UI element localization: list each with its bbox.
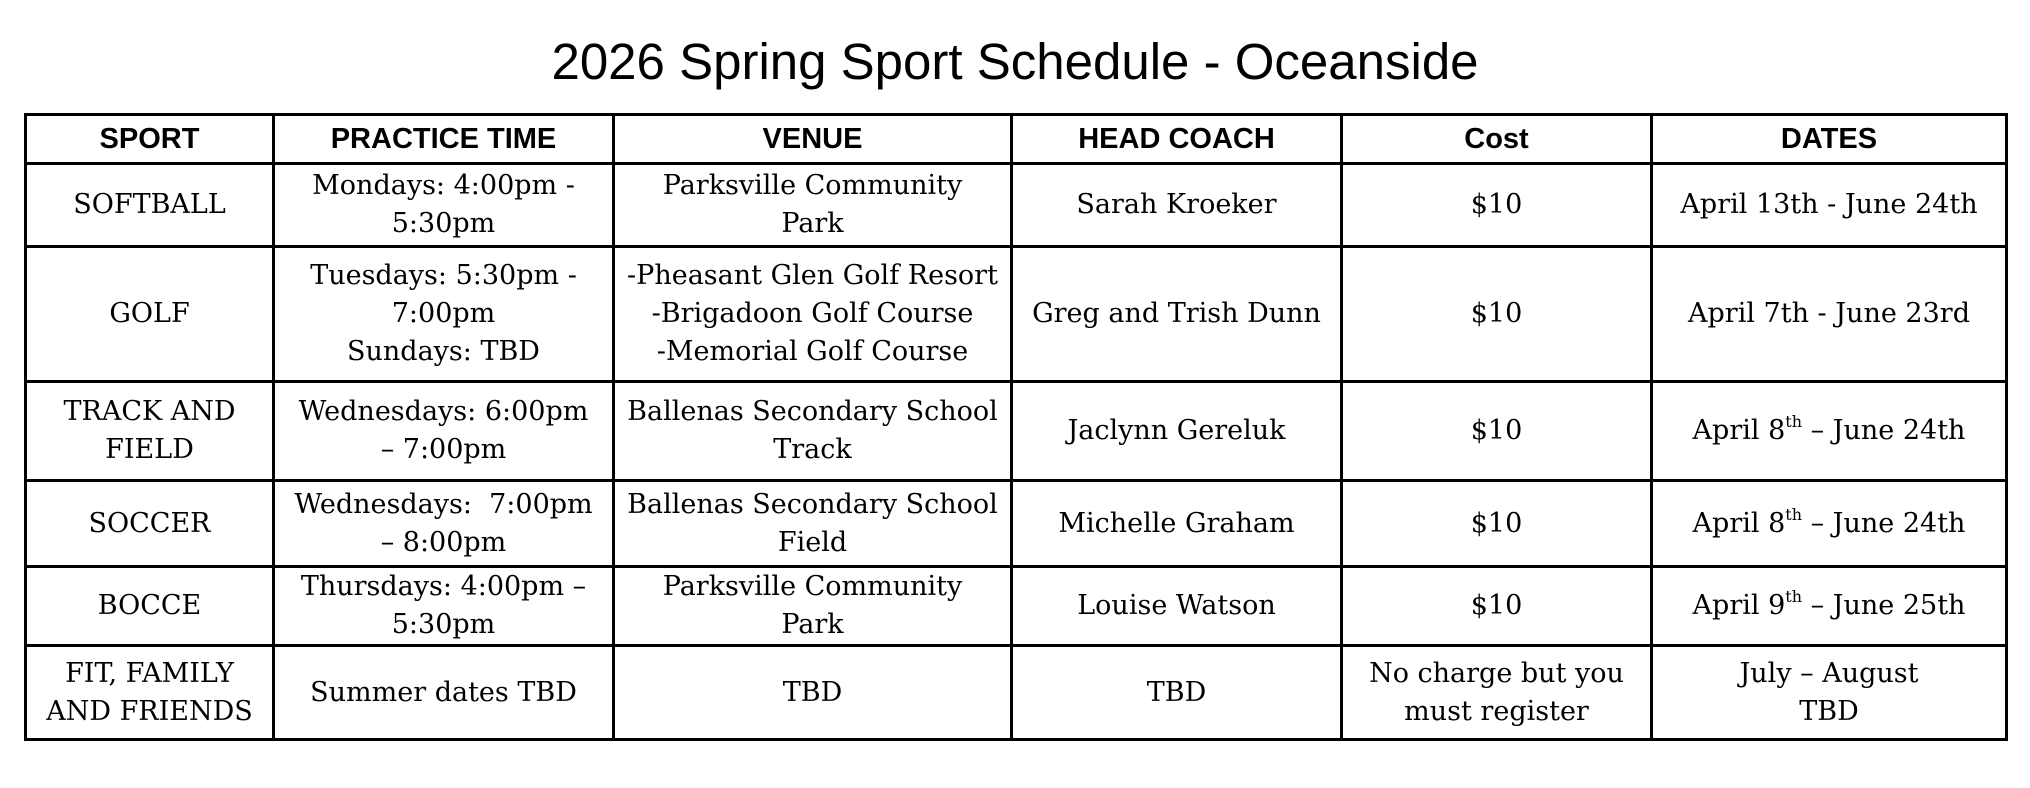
- venue-cell: [614, 567, 1012, 646]
- sport-cell: [26, 567, 274, 646]
- sport-cell: [26, 382, 274, 481]
- sport-line: GOLF: [109, 298, 190, 329]
- dates-cell: [1652, 382, 2007, 481]
- header-row: [26, 115, 2007, 164]
- venue-cell: [614, 164, 1012, 247]
- cost-cell: [1342, 567, 1652, 646]
- practice-time-cell: [274, 646, 614, 740]
- dates-text-end: – June 25th: [1802, 590, 1966, 621]
- page-title: 2026 Spring Sport Schedule - Oceanside: [551, 33, 1479, 90]
- practice-line: Thursdays: 4:00pm –: [300, 571, 587, 602]
- schedule-table: [24, 113, 2008, 741]
- sport-cell: [26, 481, 274, 567]
- venue-cell: [614, 646, 1012, 740]
- header-venue: VENUE: [614, 115, 1012, 164]
- header-sport: SPORT: [26, 115, 274, 164]
- practice-time-cell: [274, 164, 614, 247]
- practice-line: Summer dates TBD: [310, 676, 577, 708]
- venue-cell: [614, 247, 1012, 382]
- practice-line: Wednesdays: 7:00pm: [294, 488, 593, 520]
- practice-line: 7:00pm: [391, 298, 496, 329]
- sport-line: FIT, FAMILY: [65, 657, 234, 689]
- venue-cell: [614, 382, 1012, 481]
- sport-line: SOFTBALL: [73, 189, 226, 220]
- venue-line: Parksville Community: [662, 571, 963, 602]
- coach-line: Michelle Graham: [1058, 507, 1295, 539]
- dates-text-end: – June 24th: [1802, 507, 1966, 539]
- practice-time-cell: [274, 567, 614, 646]
- head-coach-cell: [1012, 382, 1342, 481]
- coach-line: Sarah Kroeker: [1076, 189, 1277, 220]
- cost-cell: [1342, 646, 1652, 740]
- head-coach-cell: [1012, 646, 1342, 740]
- dates-text: July – August: [1739, 657, 1919, 689]
- practice-line: Wednesdays: 6:00pm: [298, 396, 589, 427]
- venue-line: Ballenas Secondary School: [627, 488, 998, 520]
- venue-line: Park: [781, 208, 844, 239]
- venue-line: Parksville Community: [662, 170, 963, 201]
- practice-line: Sundays: TBD: [347, 336, 540, 367]
- head-coach-cell: [1012, 481, 1342, 567]
- venue-line: -Brigadoon Golf Course: [651, 298, 974, 329]
- table-row: [26, 382, 2007, 481]
- venue-cell: [614, 481, 1012, 567]
- practice-line: – 8:00pm: [380, 526, 507, 558]
- venue-line: Track: [773, 434, 852, 465]
- header-cost: Cost: [1342, 115, 1652, 164]
- head-coach-cell: [1012, 567, 1342, 646]
- cost-line: $10: [1470, 415, 1523, 446]
- venue-line: Park: [781, 609, 844, 640]
- venue-line: Field: [777, 526, 848, 558]
- dates-cell: [1652, 481, 2007, 567]
- dates-superscript: th: [1785, 504, 1803, 524]
- dates-text-line2: TBD: [1799, 695, 1859, 727]
- cost-cell: [1342, 382, 1652, 481]
- table-row: [26, 481, 2007, 567]
- practice-line: 5:30pm: [391, 208, 496, 239]
- header-head-coach: HEAD COACH: [1012, 115, 1342, 164]
- venue-line: TBD: [782, 676, 843, 708]
- cost-cell: [1342, 247, 1652, 382]
- coach-line: TBD: [1146, 676, 1207, 708]
- coach-line: Louise Watson: [1077, 590, 1276, 621]
- practice-line: Mondays: 4:00pm -: [312, 170, 575, 201]
- sport-cell: [26, 164, 274, 247]
- header-dates: DATES: [1652, 115, 2007, 164]
- head-coach-cell: [1012, 164, 1342, 247]
- coach-line: Greg and Trish Dunn: [1032, 298, 1321, 329]
- dates-text: April 9: [1692, 590, 1786, 621]
- cost-line: No charge but you: [1369, 657, 1624, 689]
- table-row: [26, 646, 2007, 740]
- venue-line: -Pheasant Glen Golf Resort: [627, 260, 998, 291]
- dates-superscript: th: [1785, 587, 1803, 606]
- dates-text: April 8: [1692, 507, 1786, 539]
- dates-text: April 8: [1692, 415, 1786, 446]
- cost-line: $10: [1470, 507, 1523, 539]
- cost-cell: [1342, 164, 1652, 247]
- header-practice-time: PRACTICE TIME: [274, 115, 614, 164]
- dates-cell: [1652, 247, 2007, 382]
- practice-time-cell: [274, 247, 614, 382]
- cost-line: $10: [1470, 298, 1523, 329]
- coach-line: Jaclynn Gereluk: [1067, 415, 1286, 446]
- sport-line: SOCCER: [88, 507, 211, 539]
- practice-time-cell: [274, 481, 614, 567]
- table-row: [26, 164, 2007, 247]
- dates-superscript: th: [1785, 412, 1803, 431]
- cost-line: $10: [1470, 189, 1523, 220]
- sport-cell: [26, 247, 274, 382]
- head-coach-cell: [1012, 247, 1342, 382]
- dates-text-end: – June 24th: [1802, 415, 1966, 446]
- cost-line: must register: [1404, 695, 1589, 727]
- practice-line: 5:30pm: [391, 609, 496, 640]
- practice-time-cell: [274, 382, 614, 481]
- sport-cell: [26, 646, 274, 740]
- cost-cell: [1342, 481, 1652, 567]
- dates-cell: [1652, 164, 2007, 247]
- sport-line: TRACK AND: [63, 396, 236, 427]
- dates-text: April 7th - June 23rd: [1688, 298, 1970, 329]
- table-row: [26, 247, 2007, 382]
- dates-cell: [1652, 567, 2007, 646]
- sport-line: FIELD: [105, 434, 194, 465]
- practice-line: Tuesdays: 5:30pm -: [310, 260, 577, 291]
- cost-line: $10: [1470, 590, 1523, 621]
- table-row: [26, 567, 2007, 646]
- dates-cell: [1652, 646, 2007, 740]
- venue-line: -Memorial Golf Course: [656, 336, 969, 367]
- dates-text: April 13th - June 24th: [1680, 189, 1978, 220]
- sport-line: BOCCE: [97, 590, 202, 621]
- venue-line: Ballenas Secondary School: [627, 396, 998, 427]
- practice-line: – 7:00pm: [380, 434, 507, 465]
- sport-line: AND FRIENDS: [46, 695, 253, 727]
